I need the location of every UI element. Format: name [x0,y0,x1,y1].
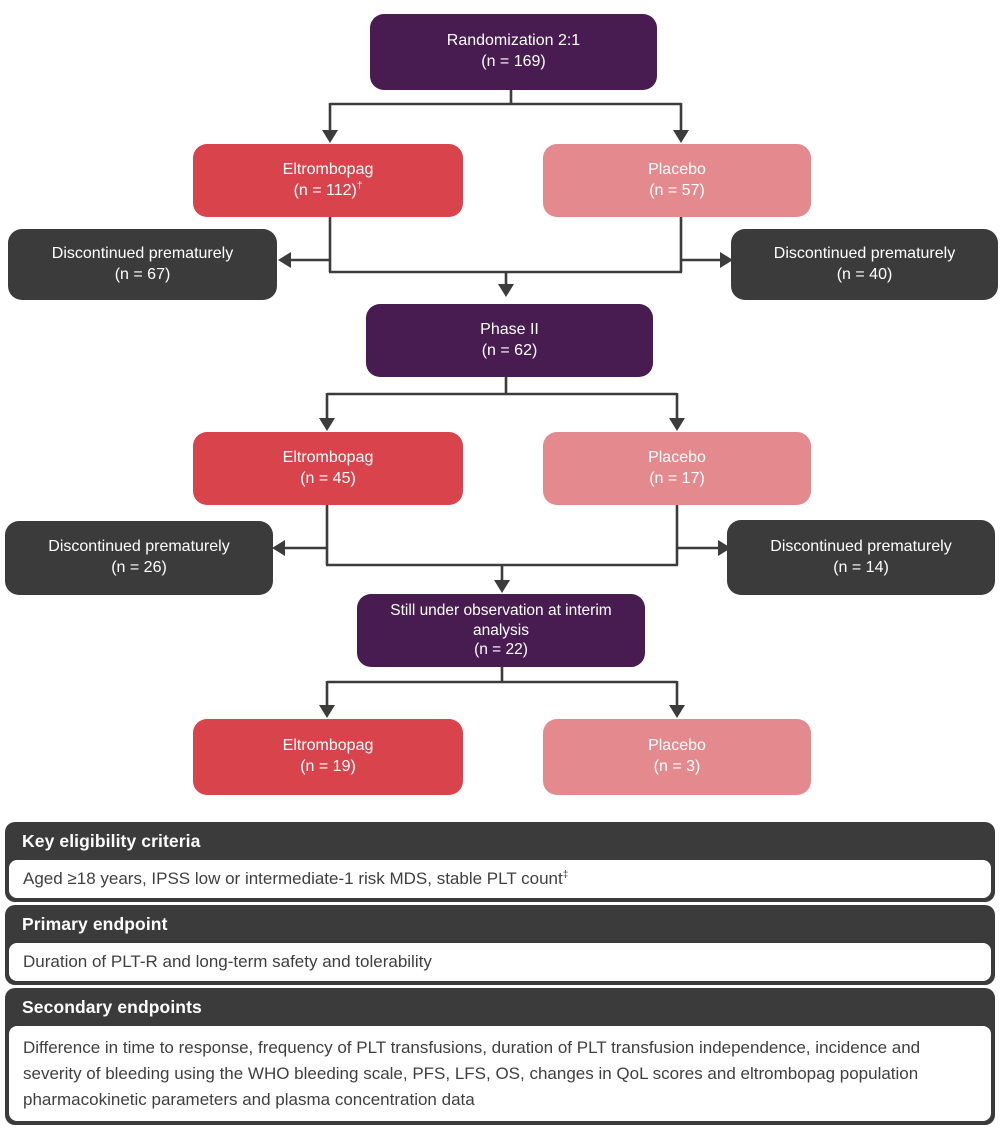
node-count: (n = 3) [653,758,701,775]
node-label: Discontinued prematurely [770,537,952,555]
node-still-under-observation [357,594,645,667]
section-header: Primary endpoint [22,914,168,934]
split-phase2 [327,377,677,420]
junction-row2 [329,217,682,286]
section-header: Key eligibility criteria [22,831,201,851]
node-label: Eltrombopag [282,737,374,755]
node-discontinued-1-left [8,229,277,300]
node-count: (n = 17) [649,469,705,487]
node-phase-2 [366,304,653,377]
section-secondary-endpoints [5,988,995,1125]
node-label: Eltrombopag [282,448,374,466]
node-randomization [370,14,657,90]
node-label: Discontinued prematurely [773,244,956,262]
dagger-footnote-marker: † [356,180,363,192]
section-body: Difference in time to response, frequency of PLT transfusions, duration of PLT transfusion independence, incidence and severity of bleeding using the WHO bleeding scale, PFS, LFS, OS, changes in QoL scores and eltrombopag population pharmacokinetic parameters and plasma concentration data [9,1026,991,1121]
node-discontinued-2-left [5,521,273,595]
node-label: Placebo [648,160,706,178]
node-label: Still under observation at interim analysis [390,602,612,639]
node-count: (n = 40) [836,265,893,283]
node-count: (n = 57) [649,181,705,199]
section-header: Secondary endpoints [22,997,202,1017]
node-label: Randomization 2:1 [446,32,581,50]
node-count: (n = 169) [481,53,546,70]
node-label: Placebo [648,448,706,466]
node-label: Phase II [480,320,539,338]
split-still-observation [327,667,677,706]
node-placebo-1 [543,144,811,217]
node-count: (n = 14) [833,558,889,576]
node-count: (n = 19) [300,758,356,775]
junction-row3 [326,505,678,582]
node-count: (n = 112)† [293,180,363,199]
node-label: Placebo [648,737,706,755]
node-placebo-3 [543,719,811,795]
node-count: (n = 62) [481,341,538,359]
node-count: (n = 67) [114,265,171,283]
node-discontinued-1-right [731,229,998,300]
node-discontinued-2-right [727,520,995,595]
node-count: (n = 22) [474,641,528,659]
section-primary-endpoint [5,905,995,985]
node-label: Discontinued prematurely [51,244,234,262]
node-label: Discontinued prematurely [48,538,230,556]
node-count: (n = 45) [300,469,356,487]
section-body: Duration of PLT-R and long-term safety and tolerability [9,943,991,981]
node-eltrombopag-3 [193,719,463,795]
node-eltrombopag-1 [193,144,463,217]
node-eltrombopag-2 [193,432,463,505]
section-body: Aged ≥18 years, IPSS low or intermediate-1 risk MDS, stable PLT count‡ [9,860,991,898]
node-placebo-2 [543,432,811,505]
double-dagger-footnote-marker: ‡ [562,869,569,881]
node-label: Eltrombopag [282,160,374,178]
node-count: (n = 26) [111,559,167,576]
split-randomization [330,90,681,132]
section-key-eligibility-criteria [5,822,995,902]
